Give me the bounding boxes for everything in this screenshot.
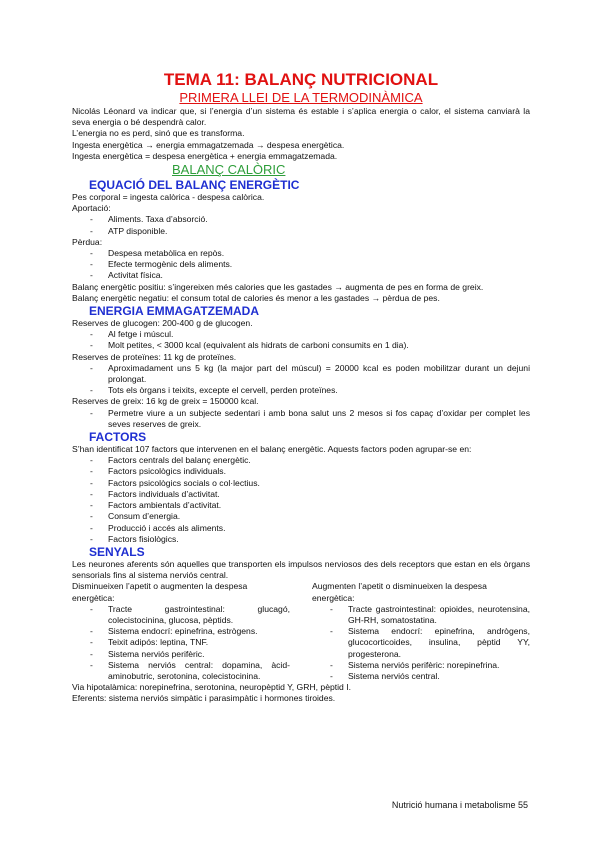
input-label: Aportació:: [72, 203, 111, 214]
list-item: - Al fetge i múscul.: [72, 329, 530, 340]
list-item: - Tots els òrgans i teixits, excepte el cervell, perden proteïnes.: [72, 385, 530, 396]
glycogen-label: Reserves de glucogen: 200-400 g de glucogen.: [72, 318, 253, 329]
list-item: - Factors fisiològics.: [72, 534, 530, 545]
loss-list: [72, 248, 530, 282]
list-item: - Factors individuals d’activitat.: [72, 489, 530, 500]
page-title: TEMA 11: BALANÇ NUTRICIONAL: [163, 70, 439, 89]
law-line: Ingesta energètica → energia emmagatzemada → despesa energètica.: [72, 139, 345, 150]
list-item: - Tracte gastrointestinal: glucagó, colecistocinina, glucosa, pèptids.: [72, 604, 290, 626]
law-line: L’energia no es perd, sinó que es transforma.: [72, 128, 245, 139]
factors-heading: FACTORS: [89, 430, 147, 445]
right-signals-list: [312, 604, 530, 682]
document-page: [72, 70, 530, 705]
hypothalamic-pathway: Via hipotalàmica: norepinefrina, serotonina, neuropèptid Y, GRH, pèptid I.: [72, 682, 351, 693]
page-footer: Nutrició humana i metabolisme 55: [391, 800, 528, 810]
positive-balance: Balanç energètic positiu: s’ingereixen més calories que les gastades → augmenta de pes en forma de greix.: [72, 281, 484, 292]
caloric-heading: BALANÇ CALÒRIC: [172, 162, 286, 178]
list-item: - Efecte termogènic dels aliments.: [72, 259, 530, 270]
left-signals-list: [72, 604, 290, 682]
law-heading: PRIMERA LLEI DE LA TERMODINÀMICA: [179, 90, 423, 105]
fat-label: Reserves de greix: 16 kg de greix = 150000 kcal.: [72, 396, 259, 407]
protein-list: [72, 363, 530, 397]
right-column-title: Augmenten l’apetit o disminueixen la despesa energètica:: [312, 581, 487, 603]
negative-balance: Balanç energètic negatiu: el consum total de calories és menor a les gastades → pèrdua de pes.: [72, 292, 440, 303]
list-item: - Producció i accés als aliments.: [72, 523, 530, 534]
signals-left-column: [72, 581, 290, 682]
law-line: Ingesta energètica = despesa energètica + energia emmagatzemada.: [72, 150, 338, 161]
loss-label: Pèrdua:: [72, 236, 103, 247]
list-item: - Sistema nerviós perifèric.: [72, 649, 290, 660]
list-item: - Sistema nerviós central.: [312, 671, 530, 682]
list-item: - Consum d’energia.: [72, 511, 530, 522]
stored-heading: ENERGIA EMMAGATZEMADA: [89, 304, 259, 319]
input-list: [72, 214, 530, 236]
list-item: - Sistema endocrí: epinefrina, andrògens, glucocorticoides, insulina, pèptid YY, progesterona.: [312, 626, 530, 660]
signals-heading: SENYALS: [89, 544, 145, 559]
list-item: - Molt petites, < 3000 kcal (equivalent als hidrats de carboni consumits en 1 dia).: [72, 340, 530, 351]
list-item: - Aliments. Taxa d’absorció.: [72, 214, 530, 225]
signals-right-column: [312, 581, 530, 682]
factors-list: [72, 455, 530, 545]
list-item: - Factors ambientals d’activitat.: [72, 500, 530, 511]
list-item: - Sistema endocrí: epinefrina, estrògens.: [72, 626, 290, 637]
list-item: - Despesa metabòlica en repòs.: [72, 248, 530, 259]
signals-intro: Les neurones aferents són aquelles que transporten els impulsos nerviosos des dels receptors que estan en els òrgans sensorials fins al sistema nerviós central.: [72, 558, 530, 581]
efferent-pathway: Eferents: sistema nerviós simpàtic i parasimpàtic i hormones tiroides.: [72, 693, 336, 704]
factors-intro: S’han identificat 107 factors que intervenen en el balanç energètic. Aquests factors poden agrupar-se en:: [72, 444, 472, 455]
equation-heading: EQUACIÓ DEL BALANÇ ENERGÈTIC: [89, 178, 300, 193]
list-item: - ATP disponible.: [72, 226, 530, 237]
list-item: - Tracte gastrointestinal: opioides, neurotensina, GH-RH, somatostatina.: [312, 604, 530, 626]
list-item: - Factors psicològics individuals.: [72, 466, 530, 477]
list-item: - Factors psicològics socials o col·lectius.: [72, 478, 530, 489]
list-item: - Permetre viure a un subjecte sedentari i amb bona salut uns 2 mesos si fos capaç d’oxidar per complet les seves reserves de greix.: [72, 408, 530, 430]
glycogen-list: [72, 329, 530, 351]
list-item: - Activitat física.: [72, 270, 530, 281]
list-item: - Factors centrals del balanç energètic.: [72, 455, 530, 466]
list-item: - Teixit adipós: leptina, TNF.: [72, 637, 290, 648]
list-item: - Aproximadament uns 5 kg (la major part del múscul) = 20000 kcal es poden mobilitzar durant un dejuni prolongat.: [72, 363, 530, 385]
list-item: - Sistema nerviós perifèric: norepinefrina.: [312, 660, 530, 671]
fat-list: [72, 408, 530, 430]
protein-label: Reserves de proteïnes: 11 kg de proteïnes.: [72, 351, 237, 362]
equation-formula: Pes corporal = ingesta calòrica - despesa calòrica.: [72, 192, 265, 203]
law-paragraph: Nicolás Léonard va indicar que, si l’energia d’un sistema és estable i s’aplica energia o calor, el sistema canviarà la seva energia o bé despendrà calor.: [72, 106, 530, 128]
signals-columns: [72, 581, 530, 682]
left-column-title: Disminueixen l’apetit o augmenten la despesa energètica:: [72, 581, 248, 603]
list-item: - Sistema nerviós central: dopamina, àcid-aminobutric, serotonina, colecistocinina.: [72, 660, 290, 682]
